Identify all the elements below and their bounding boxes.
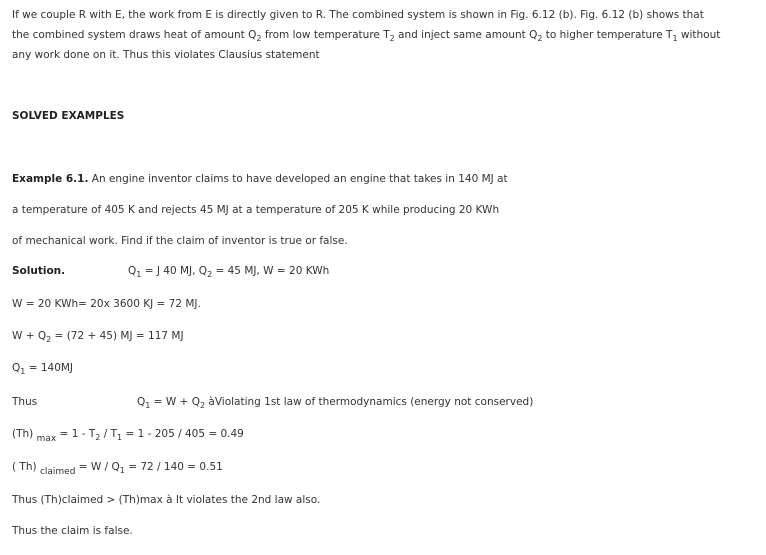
section-heading: SOLVED EXAMPLES: [12, 110, 125, 122]
intro-line-2-part-b: from low temperature T: [261, 29, 390, 41]
intro-line-2-part-d: to higher temperature T: [542, 29, 673, 41]
intro-line-2-part-a: the combined system draws heat of amount Q: [12, 29, 257, 41]
thus-part-a: Q: [137, 396, 146, 408]
max-part-c: / T: [100, 428, 117, 440]
compare-line: Thus (Th)claimed > (Th)max à It violates the 2nd law also.: [12, 494, 321, 506]
solution-given-line: [12, 264, 329, 278]
max-part-b: = 1 - T: [56, 428, 96, 440]
sum-part-b: = (72 + 45) MJ = 117 MJ: [51, 330, 184, 342]
sum-part-a: W + Q: [12, 330, 47, 342]
example-line-2: a temperature of 405 K and rejects 45 MJ at a temperature of 205 K while producing 20 KWh: [12, 204, 500, 216]
sub-q1-thus: 1: [145, 401, 151, 410]
sub-q2-sum: 2: [46, 335, 52, 344]
sub-q1-claimed: 1: [119, 466, 125, 475]
sum-line: [12, 329, 184, 343]
claimed-subscript: claimed: [39, 467, 76, 477]
given-part-b: = J 40 MJ, Q: [141, 265, 208, 277]
example-line-1: [12, 172, 508, 186]
given-part-a: Q: [128, 265, 137, 277]
work-line: W = 20 KWh= 20x 3600 KJ = 72 MJ.: [12, 298, 201, 310]
claimed-part-a: ( Th): [12, 461, 40, 473]
example-text-1: An engine inventor claims to have developed an engine that takes in 140 MJ at: [88, 173, 508, 185]
thus-line: [12, 395, 533, 409]
intro-line-2-part-e: without: [677, 29, 721, 41]
sub-t2-max: 2: [95, 433, 101, 442]
q1-part-b: = 140MJ: [25, 362, 74, 374]
thus-label: Thus: [12, 396, 38, 408]
intro-line-2-part-c: and inject same amount Q: [394, 29, 538, 41]
efficiency-max-line: [12, 427, 244, 444]
sub-q1: 1: [136, 270, 142, 279]
claimed-part-b: = W / Q: [75, 461, 120, 473]
thus-part-b: = W + Q: [150, 396, 200, 408]
conclusion-line: Thus the claim is false.: [12, 525, 133, 537]
intro-line-3: any work done on it. Thus this violates Clausius statement: [12, 49, 320, 61]
q1-part-a: Q: [12, 362, 21, 374]
efficiency-claimed-line: [12, 460, 223, 477]
claimed-part-c: = 72 / 140 = 0.51: [124, 461, 223, 473]
intro-line-2: [12, 28, 720, 42]
sub-t1-max: 1: [117, 433, 123, 442]
sub-q1-line: 1: [20, 367, 26, 376]
max-part-a: (Th): [12, 428, 37, 440]
sub-t1: 1: [672, 34, 678, 43]
thus-part-c: àViolating 1st law of thermodynamics (energy not conserved): [205, 396, 534, 408]
sub-q2-b: 2: [537, 34, 543, 43]
sub-q2: 2: [256, 34, 262, 43]
max-subscript: max: [36, 434, 57, 444]
example-line-3: of mechanical work. Find if the claim of inventor is true or false.: [12, 235, 348, 247]
intro-line-1: If we couple R with E, the work from E is directly given to R. The combined system is shown in Fig. 6.12 (b). Fig. 6.12 (b) shows that: [12, 9, 704, 21]
max-part-d: = 1 - 205 / 405 = 0.49: [122, 428, 244, 440]
example-label: Example 6.1.: [12, 173, 89, 185]
sub-q2-given: 2: [207, 270, 213, 279]
sub-t2: 2: [389, 34, 395, 43]
given-part-c: = 45 MJ, W = 20 KWh: [212, 265, 330, 277]
q1-line: [12, 361, 73, 375]
sub-q2-thus: 2: [199, 401, 206, 410]
solution-label: Solution.: [12, 265, 66, 277]
